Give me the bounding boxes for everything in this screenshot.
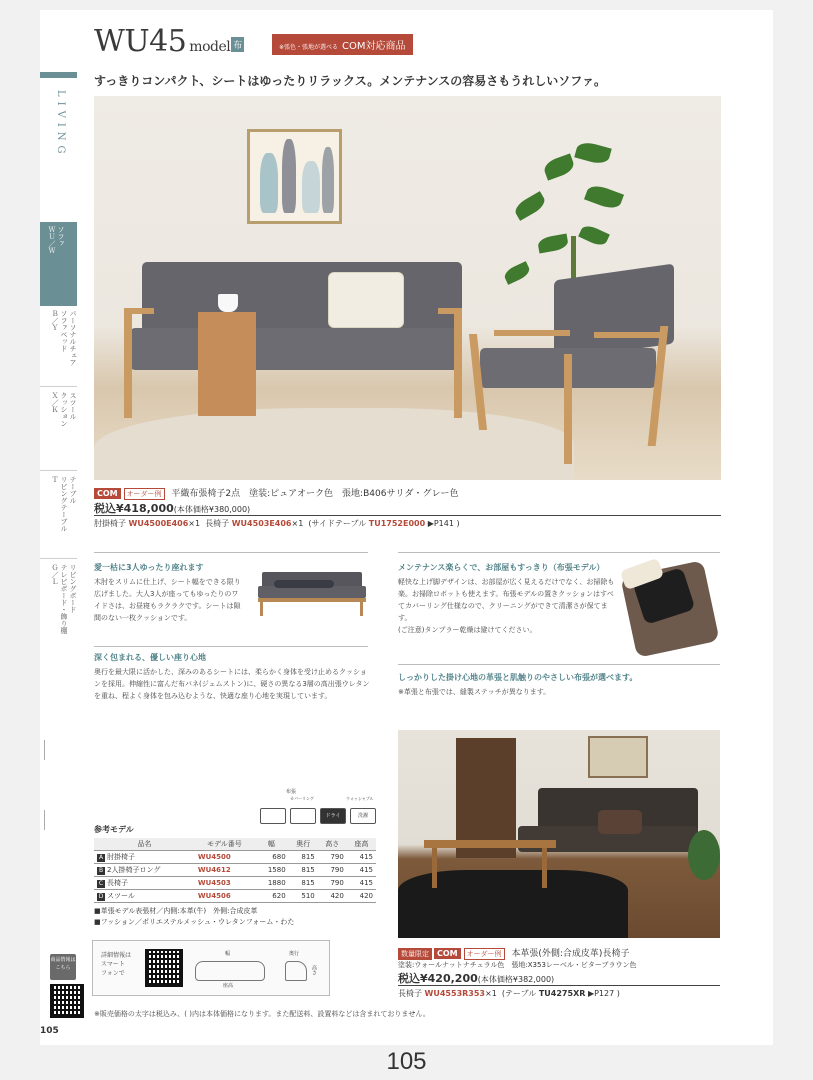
- qr-label: 商品情報はこちら: [50, 954, 76, 980]
- side-index-bar: [40, 72, 77, 78]
- row-width: 620: [254, 890, 289, 903]
- product1-name: 平織布張椅子2点 塗装:ピュアオーク色 張地:B406サリダ・グレー色: [171, 489, 459, 499]
- wall-art: [247, 129, 342, 224]
- part-code: WU4500E406: [128, 519, 189, 528]
- row-seat-height: 420: [347, 890, 376, 903]
- care-label: 洗濯: [357, 813, 368, 819]
- row-letter: D: [98, 893, 104, 900]
- divider: [94, 646, 368, 647]
- side-divider: [44, 810, 45, 830]
- row-width: 1580: [254, 864, 289, 877]
- sofa-back: [142, 262, 462, 332]
- table-row: [94, 864, 376, 877]
- part-qty: ×1: [188, 519, 201, 528]
- row-name: スツール: [107, 892, 135, 900]
- price-tax-included: 税込¥418,000: [94, 502, 174, 515]
- part-label: 長椅子: [205, 519, 230, 528]
- care-header: 布張: [286, 789, 297, 795]
- side-divider: [40, 470, 77, 471]
- sofa-arm-left: [124, 308, 132, 418]
- page-reference-link[interactable]: ▶P141 ): [427, 519, 460, 528]
- row-name: 長椅子: [107, 879, 128, 887]
- com-badge-label: COM対応商品: [342, 41, 406, 52]
- leather-sofa-photo: [398, 730, 720, 938]
- row-code: WU4612: [195, 864, 254, 877]
- row-seat-height: 415: [347, 851, 376, 864]
- side-index-label: パーソナルチェア: [69, 310, 77, 366]
- product2-detail: 塗装:ウォールナットナチュラル色 張地:X353レーベル・ビターブラウン色: [398, 961, 637, 969]
- smartphone-label: 詳細情報は スマート フォンで: [101, 952, 132, 977]
- product2-parts: [398, 988, 620, 999]
- dimension-diagram: [195, 951, 275, 987]
- side-index-label: Ｔ: [51, 476, 59, 483]
- com-badge: COM: [94, 488, 121, 499]
- divider: [94, 552, 368, 553]
- row-depth: 815: [289, 864, 318, 877]
- side-dimension-diagram: [281, 951, 323, 987]
- row-height: 420: [318, 890, 347, 903]
- table-row: [94, 851, 376, 864]
- row-name: 2人掛椅子ロング: [107, 866, 161, 874]
- side-index-living[interactable]: LIVING: [55, 90, 66, 159]
- side-index-label: スツール: [69, 392, 77, 420]
- com-badge-note: ※張色・張地が選べる: [279, 44, 339, 51]
- side-index-label: リビングボード: [69, 564, 77, 613]
- part-label: (サイドテーブル: [308, 519, 367, 528]
- armchair-back: [554, 264, 674, 361]
- wash-icon: [290, 808, 316, 824]
- product2-title: [398, 946, 629, 960]
- col-height: 高さ: [318, 838, 347, 851]
- col-name: 品名: [94, 838, 195, 851]
- side-index-board[interactable]: [50, 564, 77, 644]
- product-qr-code[interactable]: [50, 984, 84, 1018]
- feature-text: ※革張と布張では、縫製ステッチが異なります。: [398, 688, 551, 696]
- row-depth: 510: [289, 890, 318, 903]
- side-index-table[interactable]: [50, 476, 77, 546]
- divider: [398, 664, 720, 665]
- main-product-photo: [94, 96, 721, 480]
- order-example-badge: オーダー例: [464, 948, 505, 960]
- page-number-inner: 105: [40, 1026, 59, 1036]
- row-code: WU4500: [195, 851, 254, 864]
- part-code: TU1752E000: [368, 519, 426, 528]
- cup: [218, 294, 238, 312]
- page-number: 105: [386, 1048, 427, 1075]
- feature-title: 愛一枯に3人ゆったり座れます: [94, 563, 204, 572]
- row-code: WU4506: [195, 890, 254, 903]
- dry-icon: [320, 808, 346, 824]
- dimension-height-label: 高さ: [311, 965, 317, 975]
- cushion-cover-photo: [620, 562, 716, 654]
- catalog-page: [40, 10, 773, 1045]
- row-letter: B: [98, 867, 104, 874]
- price-tax-included: 税込¥420,200: [398, 972, 478, 985]
- product1-price: [94, 500, 250, 516]
- sofa-lounging-photo: [254, 568, 370, 620]
- row-height: 790: [318, 851, 347, 864]
- com-badge: COM: [434, 948, 461, 959]
- part-qty: ×1: [485, 989, 497, 998]
- detail-qr-code[interactable]: [145, 949, 183, 987]
- feature-note: (ご注意)タンブラー乾燥は避けてください。: [398, 626, 537, 634]
- com-badge: [272, 34, 413, 55]
- material-note: ■フッション／ポリエステルメッシュ・ウレタンフォーム・わた: [94, 918, 295, 926]
- row-width: 680: [254, 851, 289, 864]
- limited-badge: 数量限定: [398, 948, 432, 960]
- row-letter: C: [98, 880, 104, 887]
- plant: [688, 830, 720, 880]
- part-label: 肘掛椅子: [94, 519, 126, 528]
- side-index-sofa-code: ＷＵ／Ｗ: [48, 226, 56, 254]
- col-depth: 奥行: [289, 838, 318, 851]
- side-index-sofa[interactable]: [40, 222, 77, 306]
- row-height: 790: [318, 864, 347, 877]
- side-index-label: クッション: [60, 392, 68, 427]
- care-icons: [260, 788, 380, 838]
- laundry-icon: [350, 808, 376, 824]
- table-header-row: [94, 838, 376, 851]
- table-row: [94, 877, 376, 890]
- spec-table: [94, 838, 376, 903]
- dimension-depth-label: 奥行: [289, 951, 300, 957]
- sofa-seat: [130, 328, 460, 370]
- care-label: カバーリング: [290, 796, 314, 801]
- cushion: [328, 272, 404, 328]
- side-divider: [44, 740, 45, 760]
- part-code: WU4503E406: [231, 519, 292, 528]
- dimension-seat-label: 座高: [223, 983, 234, 989]
- side-index-label: テレビボード・飾り棚: [60, 564, 68, 634]
- side-index-label: Ｇ／Ｌ: [51, 564, 59, 585]
- tagline: すっきりコンパクト、シートはゆったりリラックス。メンテナンスの容易さもうれしいソファ。: [94, 74, 607, 88]
- sofa-arm-right: [454, 308, 462, 418]
- row-height: 790: [318, 877, 347, 890]
- feature-title: メンテナンス楽らくで、お部屋もすっきり（布張モデル）: [398, 563, 605, 572]
- page-reference-link[interactable]: ▶P127 ): [587, 989, 620, 998]
- part-qty: ×1: [291, 519, 304, 528]
- row-depth: 815: [289, 877, 318, 890]
- care-label: ドライ: [325, 813, 341, 819]
- price-base: (本体価格¥380,000): [173, 505, 251, 514]
- material-note: ■革張モデル表張材／内側:本革(牛) 外側:合成皮革: [94, 907, 258, 915]
- part-code: TU4275XR: [538, 989, 586, 998]
- side-index-label: Ｘ／Ｋ: [51, 392, 59, 413]
- row-code: WU4503: [195, 877, 254, 890]
- order-example-badge: オーダー例: [124, 488, 165, 500]
- col-model: モデル番号: [195, 838, 254, 851]
- info-box: [92, 940, 330, 996]
- cover-icon: [260, 808, 286, 824]
- divider: [94, 515, 721, 516]
- side-index-label: Ｂ／Ｙ: [51, 310, 59, 331]
- row-width: 1880: [254, 877, 289, 890]
- row-seat-height: 415: [347, 877, 376, 890]
- row-letter: A: [98, 854, 104, 861]
- side-index-stool[interactable]: [50, 392, 77, 442]
- price-footnote: ※販売価格の太字は税込み、( )内は本体価格になります。また配送料、設置料などは含まれておりません。: [94, 1010, 430, 1018]
- side-index-personal-chair[interactable]: [50, 310, 77, 370]
- row-depth: 815: [289, 851, 318, 864]
- side-index-label: ソファベッド: [60, 310, 68, 352]
- side-index-label: リビングテーブル: [60, 476, 68, 532]
- col-width: 幅: [254, 838, 289, 851]
- price-base: (本体価格¥382,000): [477, 975, 555, 984]
- model-number: WU45: [94, 24, 187, 59]
- coffee-table: [424, 840, 556, 848]
- dimension-width-label: 幅: [225, 951, 231, 957]
- side-index-sofa-label: ソファ: [57, 226, 65, 247]
- row-seat-height: 415: [347, 864, 376, 877]
- fabric-tag: 布: [231, 37, 244, 52]
- side-index-label: テーブル: [69, 476, 77, 504]
- product2-name: 本革張(外側:合成皮革)長椅子: [511, 949, 630, 959]
- feature-title: しっかりした掛け心地の革張と肌触りのやさしい布張が選べます。: [398, 673, 638, 682]
- feature-text: 軽快な上げ脚デザインは、お部屋が広く見えるだけでなく、お掃除も楽。お掃除ロボットも使えます。布張モデルの置きクッションはすべてカバーリング仕様なので、クリーニングができて清潔さが保てます。: [398, 578, 615, 622]
- rug: [94, 408, 574, 480]
- divider: [398, 985, 720, 986]
- model-suffix: model: [189, 39, 231, 55]
- table-row: [94, 890, 376, 903]
- part-code: WU4553R353: [424, 989, 485, 998]
- side-divider: [40, 558, 77, 559]
- product1-parts: [94, 518, 460, 529]
- side-table: [198, 312, 256, 416]
- divider: [398, 552, 720, 553]
- wall-art: [588, 736, 648, 778]
- product1-title: [94, 486, 458, 500]
- care-label: ウォッシャブル: [346, 796, 374, 801]
- feature-text: 奥行を最大限に活かした、深みのあるシートには、柔らかく身体を受け止めるクッションを採用。伸縮性に富んだ布バネ(ジェムストン)に、硬さの異なる3層の高出張ウレタンを重ね、程よく身体を包み込むような、快適な座り心地を実現しています。: [94, 668, 370, 700]
- side-divider: [40, 386, 77, 387]
- col-seat-height: 座高: [347, 838, 376, 851]
- model-title: [94, 24, 244, 59]
- row-name: 肘掛椅子: [107, 853, 135, 861]
- part-label: (テーブル: [501, 989, 537, 998]
- feature-title: 深く包まれる、優しい座り心地: [94, 653, 206, 662]
- part-label: 長椅子: [398, 989, 422, 998]
- feature-text: 木肘をスリムに仕上げ、シート幅をできる限り広げました。大人3人が座ってもゆったりのワイドさは、お昼寝もラクラクです。シートは隙間のない一枚クッションです。: [94, 578, 241, 622]
- spec-title: 参考モデル: [94, 825, 134, 834]
- product2-price: [398, 970, 554, 986]
